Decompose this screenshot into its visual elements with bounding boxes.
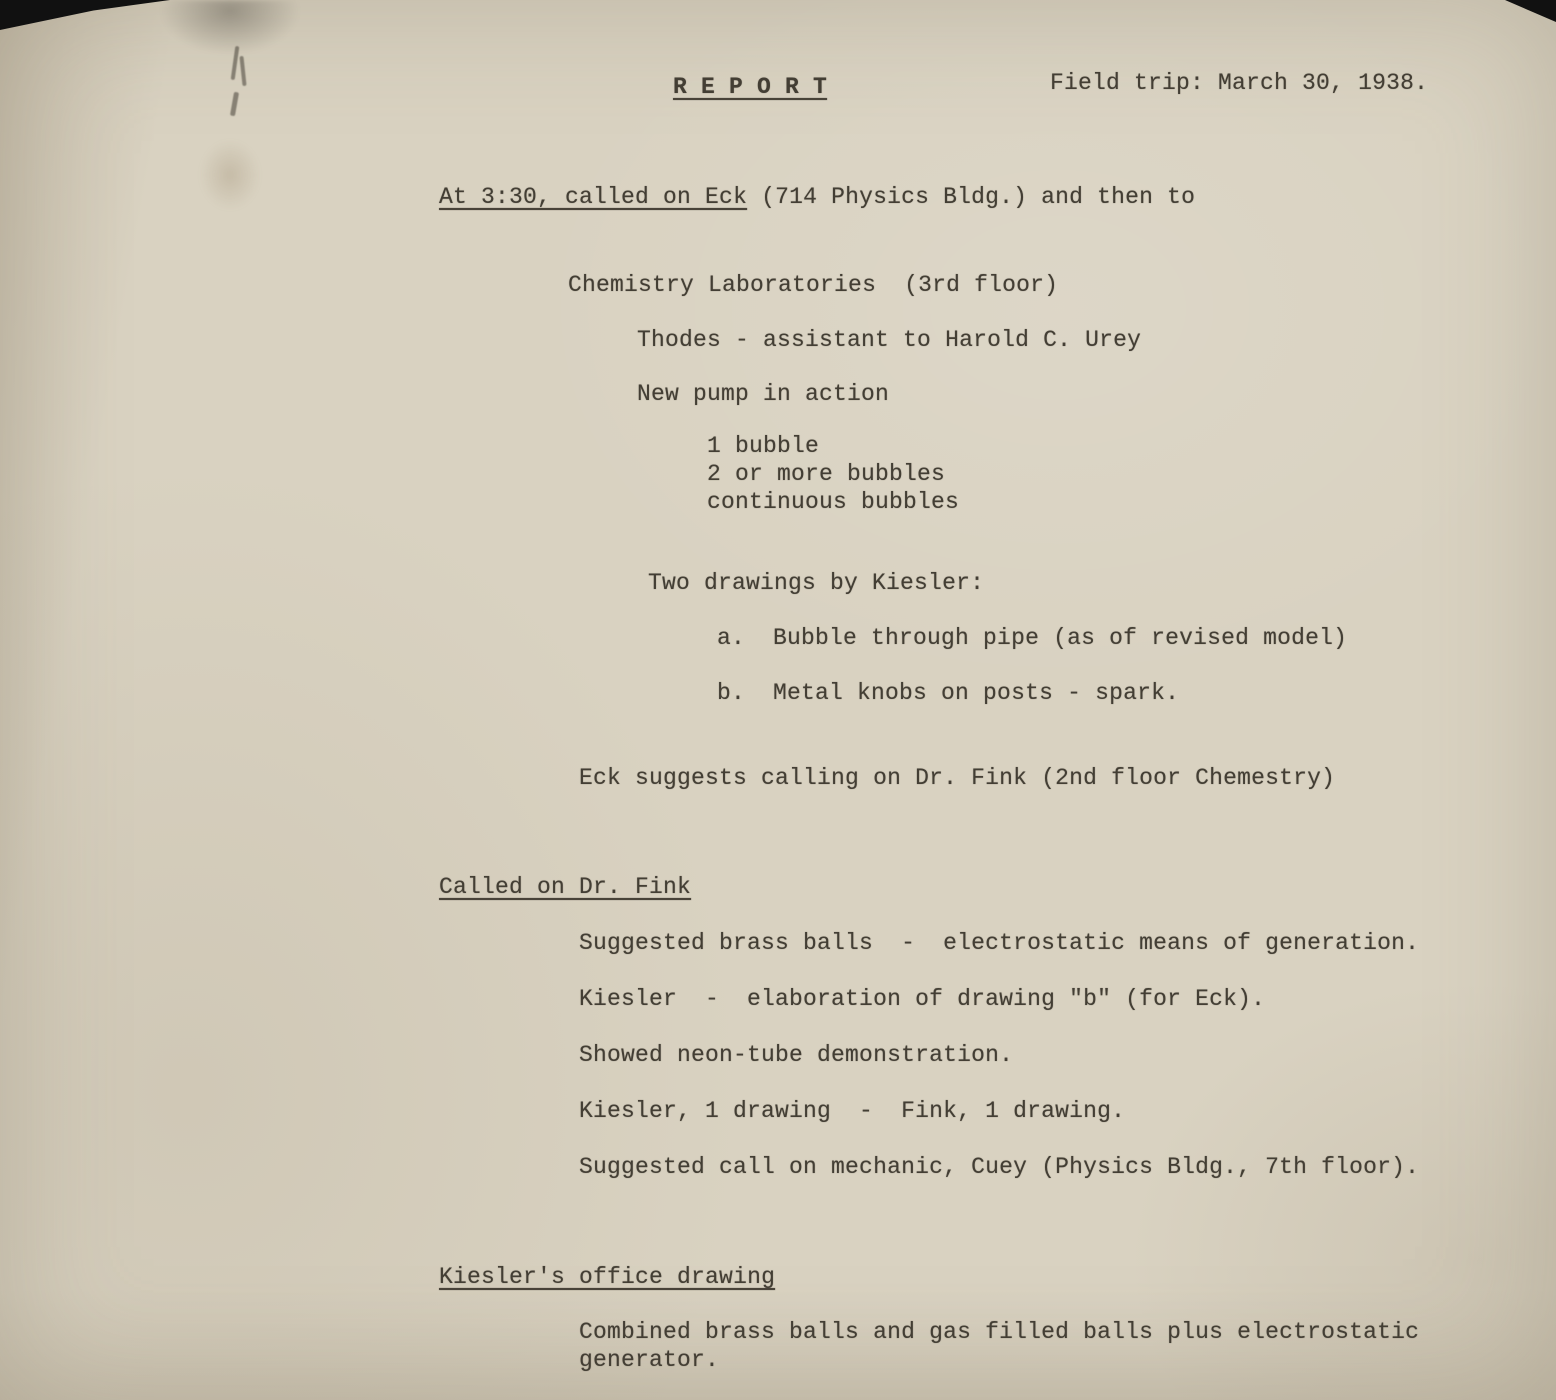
section-heading: Kiesler's office drawing bbox=[439, 1264, 776, 1290]
body-line: generator. bbox=[579, 1347, 720, 1373]
list-item: a. Bubble through pipe (as of revised model) bbox=[717, 625, 1348, 651]
section-heading: Called on Dr. Fink bbox=[439, 874, 692, 900]
scan-corner-top-left bbox=[0, 0, 170, 30]
body-line: Suggested brass balls - electrostatic means of generation. bbox=[579, 930, 1420, 956]
list-item: continuous bubbles bbox=[707, 489, 960, 515]
body-line: Kiesler - elaboration of drawing "b" (for Eck). bbox=[579, 986, 1266, 1012]
body-line: Combined brass balls and gas filled balls plus electrostatic bbox=[579, 1319, 1420, 1345]
body-line: Suggested call on mechanic, Cuey (Physics Bldg., 7th floor). bbox=[579, 1154, 1420, 1180]
body-line: Eck suggests calling on Dr. Fink (2nd floor Chemestry) bbox=[579, 765, 1336, 791]
list-item: 1 bubble bbox=[707, 433, 820, 459]
pencil-mark bbox=[239, 56, 246, 86]
scan-corner-top-right bbox=[1496, 0, 1556, 22]
field-trip-date: Field trip: March 30, 1938. bbox=[1050, 70, 1429, 96]
body-line: Showed neon-tube demonstration. bbox=[579, 1042, 1014, 1068]
body-line: New pump in action bbox=[637, 381, 890, 407]
edge-smudge bbox=[160, 0, 300, 55]
body-line: Chemistry Laboratories (3rd floor) bbox=[568, 272, 1059, 298]
body-line: Thodes - assistant to Harold C. Urey bbox=[637, 327, 1142, 353]
body-line: Two drawings by Kiesler: bbox=[648, 570, 985, 596]
section-heading: At 3:30, called on Eck (714 Physics Bldg.) and then to bbox=[439, 184, 1196, 210]
body-line: Kiesler, 1 drawing - Fink, 1 drawing. bbox=[579, 1098, 1126, 1124]
paper-stain bbox=[200, 140, 260, 210]
list-item: b. Metal knobs on posts - spark. bbox=[717, 680, 1180, 706]
pencil-mark bbox=[230, 92, 239, 117]
report-title bbox=[617, 48, 827, 126]
report-title-text: R E P O R T bbox=[673, 74, 828, 100]
list-item: 2 or more bubbles bbox=[707, 461, 946, 487]
